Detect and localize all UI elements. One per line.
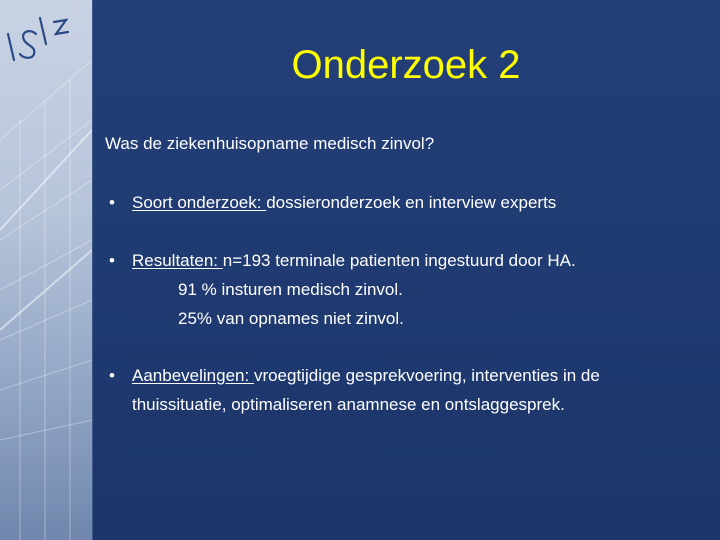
bullet-body: vroegtijdige gesprekvoering, interventies in de [253, 366, 600, 385]
bullet-dot: • [109, 251, 115, 270]
bullet-dot: • [109, 366, 115, 385]
slide-title: Onderzoek 2 [291, 43, 521, 87]
result-line-2: 25% van opnames niet zinvol. [178, 309, 404, 328]
research-question: Was de ziekenhuisopname medisch zinvol? [105, 134, 435, 153]
bullet-text [132, 188, 702, 217]
bullet-label: Aanbevelingen: [132, 366, 254, 385]
iszz-logo [0, 0, 80, 70]
bullet-dot: • [109, 193, 115, 212]
bullet-body: dossieronderzoek en interview experts [266, 193, 557, 212]
bullet-recommendations [109, 361, 709, 421]
building-facade-graphic [0, 0, 92, 540]
bullet-results [109, 246, 709, 336]
bullet-continuation: thuissituatie, optimaliseren anamnese en ontslaggesprek. [132, 395, 565, 414]
result-line-1: 91 % insturen medisch zinvol. [178, 280, 403, 299]
bullet-label: Soort onderzoek: [132, 193, 267, 212]
decorative-sidebar [0, 0, 93, 540]
bullet-label: Resultaten: [132, 251, 223, 270]
bullet-body: n=193 terminale patienten ingestuurd door HA. [222, 251, 576, 270]
bullet-text [132, 361, 702, 419]
bullet-text [132, 246, 702, 275]
